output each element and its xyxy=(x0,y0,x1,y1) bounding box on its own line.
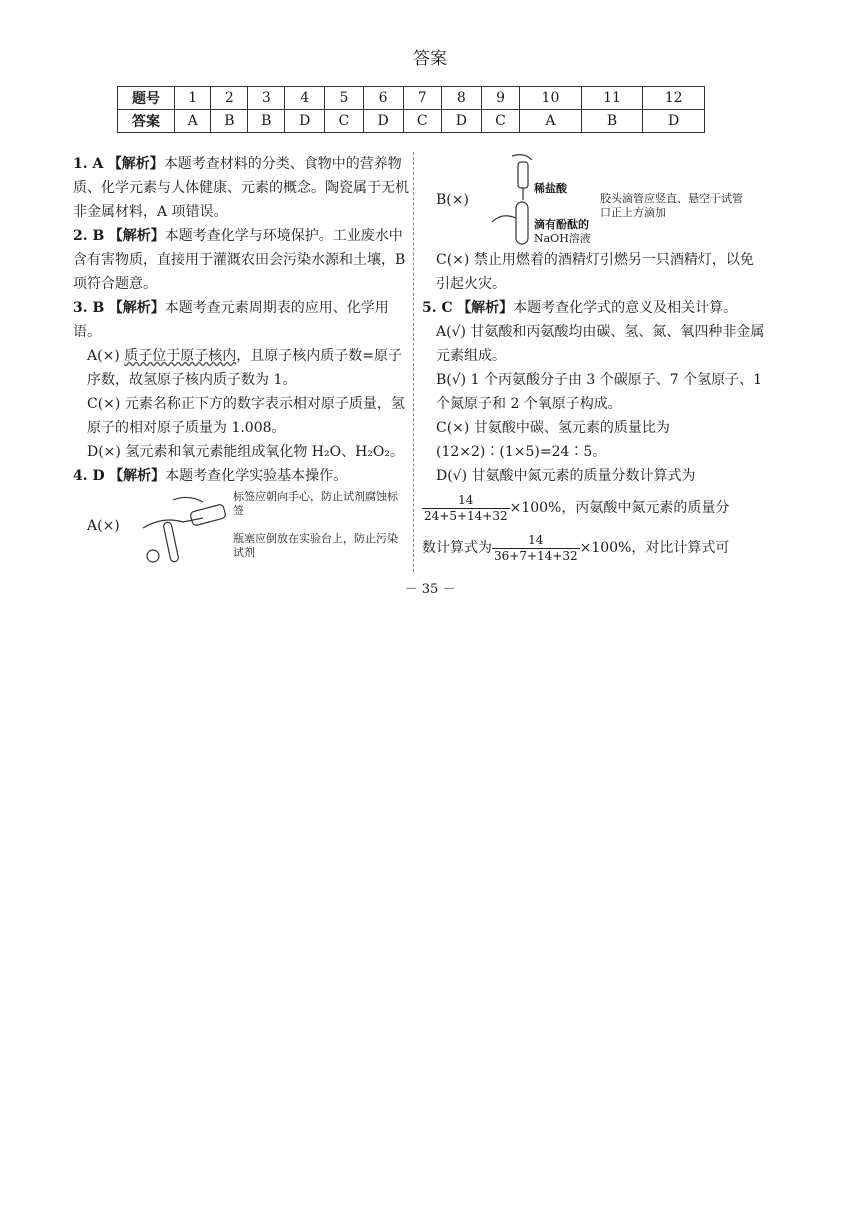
table-cell: 7 xyxy=(403,87,441,110)
option-text: 氢元素和氧元素能组成氧化物 H₂O、H₂O₂。 xyxy=(125,444,405,460)
option-mark: C(×) xyxy=(436,252,470,268)
table-header: 题号 xyxy=(118,87,175,110)
option-text: ×100%，对比计算式可 xyxy=(579,540,730,556)
option-text: ×100%，丙氨酸中氮元素的质量分 xyxy=(509,500,730,516)
table-cell: 1 xyxy=(175,87,211,110)
table-header: 答案 xyxy=(118,110,175,133)
table-cell: C xyxy=(325,110,363,133)
fraction xyxy=(492,533,580,564)
item-number: 4. D xyxy=(73,468,105,484)
answer-item-1 xyxy=(73,152,411,224)
option-c xyxy=(422,248,767,296)
analysis-tag: 【解析】 xyxy=(107,156,164,172)
answer-table xyxy=(117,86,705,133)
item-number: 2. B xyxy=(73,228,105,244)
item-number: 5. C xyxy=(422,300,453,316)
analysis-tag: 【解析】 xyxy=(108,300,165,316)
table-cell: 3 xyxy=(248,87,285,110)
figure-b xyxy=(422,152,767,248)
analysis-tag: 【解析】 xyxy=(457,300,514,316)
option-b xyxy=(422,368,767,416)
formula-line-1 xyxy=(422,488,767,528)
table-cell: D xyxy=(441,110,481,133)
table-cell: D xyxy=(643,110,705,133)
numerator: 14 xyxy=(422,493,510,509)
table-cell: C xyxy=(481,110,519,133)
table-row-answers xyxy=(118,110,705,133)
answer-item-2 xyxy=(73,224,411,296)
answer-item-4 xyxy=(73,464,411,488)
item-text: 本题考查化学与环境保护。工业废水中含有害物质，直接用于灌溉农田会污染水源和土壤，B 项符合题意。 xyxy=(73,228,406,292)
item-number: 3. B xyxy=(73,300,105,316)
option-a xyxy=(422,320,767,368)
table-cell: 6 xyxy=(363,87,403,110)
option-text: 元素名称正下方的数字表示相对原子质量，氢原子的相对原子质量为 1.008。 xyxy=(87,396,405,436)
option-text: 甘氨酸中氮元素的质量分数计算式为 xyxy=(471,468,696,484)
table-cell: 2 xyxy=(211,87,248,110)
page-title: 答案 xyxy=(413,49,447,69)
formula-line-2 xyxy=(422,528,767,568)
figure-a xyxy=(73,488,411,568)
option-mark: B(√) xyxy=(436,372,467,388)
table-cell: 8 xyxy=(441,87,481,110)
item-text: 本题考查化学式的意义及相关计算。 xyxy=(513,300,738,316)
option-c xyxy=(422,416,767,464)
emphasized-text: 质子位于原子核内 xyxy=(124,348,237,364)
option-mark: C(×) xyxy=(87,396,121,412)
option-d xyxy=(73,440,411,464)
table-cell: 12 xyxy=(643,87,705,110)
option-text: 甘氨酸和丙氨酸均由碳、氢、氮、氧四种非金属元素组成。 xyxy=(436,324,765,364)
numerator: 14 xyxy=(492,533,580,549)
option-text: 1 个丙氨酸分子由 3 个碳原子、7 个氢原子、1 个氮原子和 2 个氧原子构成。 xyxy=(436,372,763,412)
table-cell: 11 xyxy=(581,87,643,110)
analysis-tag: 【解析】 xyxy=(109,468,166,484)
option-c xyxy=(73,392,411,440)
option-text: 禁止用燃着的酒精灯引燃另一只酒精灯，以免引起火灾。 xyxy=(436,252,754,292)
column-divider xyxy=(413,152,414,572)
option-mark: A(√) xyxy=(436,324,466,340)
answer-item-5 xyxy=(422,296,767,320)
table-row-numbers xyxy=(118,87,705,110)
denominator: 36+7+14+32 xyxy=(494,548,578,563)
option-d xyxy=(422,464,767,488)
table-cell: D xyxy=(363,110,403,133)
table-cell: D xyxy=(285,110,325,133)
table-cell: A xyxy=(520,110,582,133)
pouring-liquid-illustration xyxy=(133,488,233,568)
table-cell: 5 xyxy=(325,87,363,110)
left-column xyxy=(73,152,411,568)
item-text: 本题考查材料的分类、食物中的营养物质、化学元素与人体健康、元素的概念。陶瓷属于无机非金属材料，A 项错误。 xyxy=(73,156,409,220)
option-mark: B(×) xyxy=(436,192,469,208)
table-cell: 4 xyxy=(285,87,325,110)
answer-item-3 xyxy=(73,296,411,344)
denominator: 24+5+14+32 xyxy=(424,508,508,523)
page-number: － 35 － xyxy=(404,582,456,597)
table-cell: C xyxy=(403,110,441,133)
item-text: 本题考查元素周期表的应用、化学用语。 xyxy=(73,300,389,340)
table-cell: A xyxy=(175,110,211,133)
table-cell: 9 xyxy=(481,87,519,110)
option-text: 甘氨酸中碳、氢元素的质量比为(12×2)∶(1×5)=24∶5。 xyxy=(436,420,670,460)
option-a xyxy=(73,344,411,392)
figure-note: 瓶塞应倒放在实验台上，防止污染试剂 xyxy=(233,532,398,559)
table-cell: B xyxy=(248,110,285,133)
option-text: 数计算式为 xyxy=(422,540,492,556)
option-mark: A(×) xyxy=(87,518,120,534)
figure-label: NaOH溶液 xyxy=(534,232,591,245)
figure-note: 胶头滴管应竖直、悬空于试管口正上方滴加 xyxy=(600,192,743,219)
option-mark: D(×) xyxy=(87,444,121,460)
item-number: 1. A xyxy=(73,156,104,172)
table-cell: B xyxy=(581,110,643,133)
figure-label: 稀盐酸 xyxy=(534,182,567,195)
item-text: 本题考查化学实验基本操作。 xyxy=(165,468,348,484)
analysis-tag: 【解析】 xyxy=(108,228,165,244)
right-column xyxy=(422,152,767,568)
figure-note: 标签应朝向手心，防止试剂腐蚀标签 xyxy=(233,490,398,517)
option-text: ，且原子核内质子数=原子序数，故氢原子核内质子数为 1。 xyxy=(87,348,402,388)
fraction xyxy=(422,493,510,524)
option-mark: A(×) xyxy=(87,348,120,364)
figure-label: 滴有酚酞的 xyxy=(534,218,589,231)
table-cell: 10 xyxy=(520,87,582,110)
table-cell: B xyxy=(211,110,248,133)
option-mark: D(√) xyxy=(436,468,468,484)
option-mark: C(×) xyxy=(436,420,470,436)
